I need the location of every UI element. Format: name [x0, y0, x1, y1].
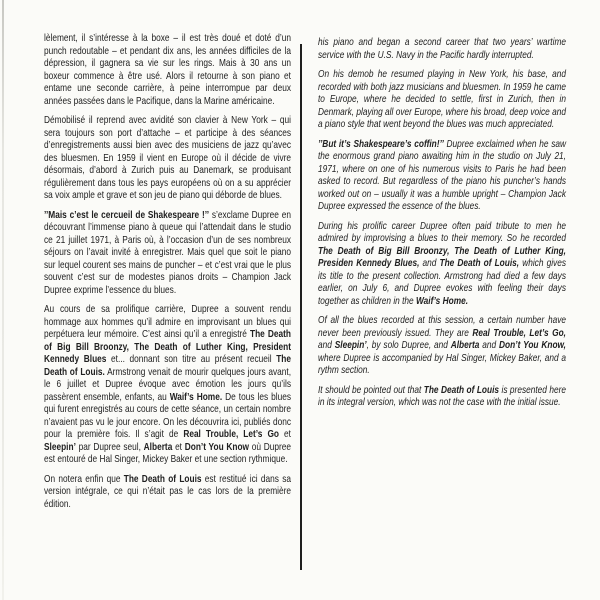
column-divider-rule — [300, 44, 302, 570]
text-run: où Dupree est entouré de Hal Singer, Mickey Baker et une section rythmique. — [44, 441, 291, 465]
paragraph — [318, 139, 566, 214]
bold-text-run: Sleepin’ — [44, 441, 76, 453]
text-run: which gives its title to the present collection. Armstrong had died a few days earlier, on July 6, and Dupree evokes with feeling their days together as children in the — [318, 258, 566, 307]
bold-text-run: ’’But it’s Shakespeare’s coffin!’’ — [318, 138, 444, 150]
paragraph — [44, 474, 291, 512]
text-run: On notera enfin que — [44, 473, 124, 485]
bold-text-run: The Death of Louis. — [44, 354, 291, 378]
bold-text-run: Alberta — [450, 340, 480, 351]
bold-text-run: Alberta — [143, 441, 173, 453]
liner-notes-english-column — [318, 37, 566, 417]
text-run: his piano and began a second career that two years’ wartime service with the U.S. Navy in the Pacific hardly interrupted. — [318, 37, 566, 61]
paragraph — [44, 33, 291, 108]
bold-text-run: Waif’s Home. — [415, 295, 469, 307]
paragraph — [318, 385, 566, 410]
bold-text-run: Don’t You Know — [184, 441, 250, 453]
text-run: and — [419, 258, 440, 269]
text-run: On his demob he resumed playing in New York, his base, and recorded with both jazz musicians and bluesmen. In 1959 he came to Europe, where he decided to settle, first in Zurich, then in Denmark, playing all over Europe, where his broad, deep voice and a piano style that went beyond the blues was much appreciated. — [318, 69, 566, 130]
text-run: where Dupree is accompanied by Hal Singer, Mickey Baker, and a rythm section. — [318, 352, 566, 376]
bold-text-run: Sleepin’ — [334, 340, 367, 351]
paragraph — [44, 115, 291, 203]
text-run: et — [278, 429, 291, 440]
paragraph — [44, 304, 291, 467]
text-run: s’exclame Dupree en découvrant l’immense piano à queue qui l’attendait dans le studio ce 21 juillet 1971, à Paris où, à l’occasion d’un de ses nombreux séjours on l’avait invité à enregistrer. Mais quel que soit le piano sur lequel courent ses mains de puncher – et c’est vrai que le plus souvent c’est sur de modestes pianos droits – Champion Jack Dupree exprime l’essence du blues. — [44, 209, 291, 296]
text-run: De tous les blues qui furent enregistrés au cours de cette séance, un certain nombre n’avaient pas vu le jour encore. On les découvrira ici, publiés donc pour la première fois. Il s’agit de — [44, 391, 291, 440]
liner-notes-french-column — [44, 33, 291, 518]
text-run: et — [172, 441, 185, 453]
text-run: Dupree exclaimed when he saw the enormous grand piano awaiting him in the studio on July 21, 1971, where on one of his numerous visits to Paris he had been asked to record. But regardless of the piano his puncher’s hands worked out on – usually it was a humble upright – Champion Jack Dupree expressed the essence of the blues. — [318, 138, 566, 212]
text-run: It should be pointed out that — [318, 384, 424, 396]
paragraph — [318, 315, 566, 378]
paragraph — [318, 69, 566, 132]
bold-text-run: Real Trouble, Let’s Go, — [472, 327, 566, 339]
text-run: Au cours de sa prolifique carrière, Dupree a souvent rendu hommage aux hommes qu’il admire en improvisant un blues qui perpétuera leur mémoire. C’est ainsi qu’il a enregistré — [44, 304, 291, 340]
bold-text-run: The Death of Louis — [423, 384, 500, 396]
text-run: Armstrong venait de mourir quelques jours avant, le 6 juillet et Dupree évoque avec émotion les jours qu’ils passèrent ensemble, enfants, au — [44, 366, 291, 403]
text-run: et... donnant son titre au présent recueil — [106, 354, 277, 365]
text-run: and — [479, 340, 499, 351]
text-run: est restitué ici dans sa version intégrale, ce qui n’était pas le cas lors de la première édition. — [44, 473, 291, 510]
bold-text-run: The Death of Louis — [123, 473, 202, 485]
text-run: par Dupree seul, — [75, 441, 144, 453]
text-run: and — [318, 340, 335, 351]
french-text-block — [44, 33, 291, 511]
text-run: lèlement, il s’intéresse à la boxe – il est très doué et doté d’un punch redoutable – et pendant dix ans, les années difficiles de la dépression, il gagnera sa vie sur les rings. Mais à 30 ans un boxeur commence à être usé. Alors il retourne à son piano et entame une seconde carrière, à peine interrompue par deux années passées dans le Pacifique, dans la Marine américaine. — [44, 33, 291, 107]
text-run: Démobilisé il reprend avec avidité son clavier à New York – qui sera toujours son port d’attache – et participe à des séances d’enregistrements aussi bien avec des musiciens de jazz qu’avec des bluesmen. En 1959 il vient en Europe où il décide de vivre désormais, d’abord à Zurich puis au Danemark, se produisant régulièrement dans tous les pays européens où on a su apprécier sa voix ample et grave et son jeu de piano qui déborde de blues. — [44, 115, 291, 201]
paragraph — [44, 210, 291, 298]
bold-text-run: Real Trouble, Let’s Go — [183, 429, 279, 440]
bold-text-run: Don’t You Know, — [499, 340, 566, 351]
bold-text-run: ’’Mais c’est le cercueil de Shakespeare !’’ — [44, 209, 210, 221]
scan-edge-shadow — [2, 0, 4, 600]
bold-text-run: The Death of Big Bill Broonzy, The Death of Luther King, President Kennedy Blues — [44, 329, 291, 365]
bold-text-run: Waif’s Home. — [169, 391, 223, 403]
text-run: is presented here in its integral version, which was not the case with the initial issue. — [318, 384, 566, 408]
paragraph — [318, 37, 566, 62]
bold-text-run: The Death of Big Bill Broonzy, The Death of Luther King, Presiden Kennedy Blues, — [318, 245, 566, 269]
text-run: Of all the blues recorded at this session, a certain number have never been previously issued. They are — [318, 315, 566, 339]
english-text-block — [318, 37, 566, 410]
text-run: During his prolific career Dupree often paid tribute to men he admired by improvising a blues to their memory. So he recorded — [318, 220, 566, 244]
paragraph — [318, 221, 566, 309]
text-run: , by solo Dupree, and — [366, 340, 451, 351]
bold-text-run: The Death of Louis, — [439, 258, 520, 269]
